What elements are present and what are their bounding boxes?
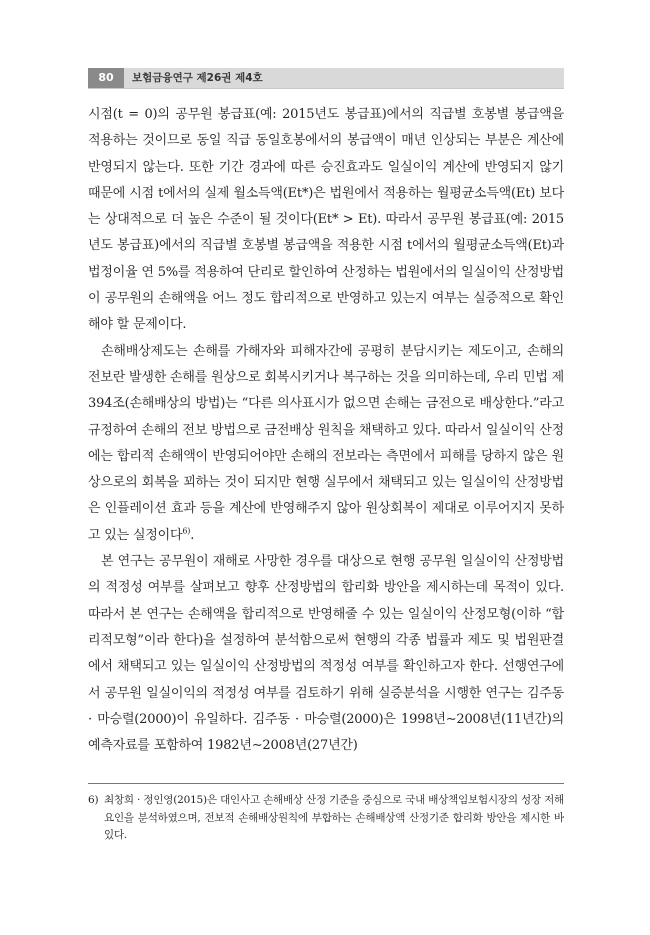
paragraph-2-text: 손해배상제도는 손해를 가해자와 피해자간에 공평히 분담시키는 제도이고, 손해의 전보란 발생한 손해를 원상으로 회복시키거나 복구하는 것을 의미하는데, 우리 민법 제394조(손해배상의 방법)는 “다른 의사표시가 없으면 손해는 금전으로 배상한다.”라고 규정하여 손해의 전보 방법으로 금전배상 원칙을 채택하고 있다. 따라서 일실이익 산정에는 합리적 손해액이 반영되어야만 손해의 전보라는 측면에서 피해를 당하지 않은 원상으로의 회복을 꾀하는 것이 되지만 현행 실무에서 채택되고 있는 일실이익 산정방법은 인플레이션 효과 등을 계산에 반영해주지 않아 원상회복이 제대로 이루어지지 못하고 있는 실정이다 [88, 343, 564, 543]
paragraph-1: 시점(t = 0)의 공무원 봉급표(예: 2015년도 봉급표)에서의 직급별 호봉별 봉급액을 적용하는 것이므로 동일 직급 동일호봉에서의 봉급액이 매년 인상되는 부분은 계산에 반영되지 않는다. 또한 기간 경과에 따른 승진효과도 일실이익 계산에 반영되지 않기 때문에 시점 t에서의 실제 월소득액(Et*)은 법원에서 적용하는 월평균소득액(Et) 보다는 상대적으로 더 높은 수준이 될 것이다(Et* > Et). 따라서 공무원 봉급표(예: 2015년도 봉급표)에서의 직급별 호봉별 봉급액을 적용한 시점 t에서의 월평균소득액(Et)과 법정이율 연 5%를 적용하여 단리로 할인하여 산정하는 법원에서의 일실이익 산정방법이 공무원의 손해액을 어느 정도 합리적으로 반영하고 있는지 여부는 실증적으로 확인해야 할 문제이다. [88, 107, 564, 333]
paragraph-2: 손해배상제도는 손해를 가해자와 피해자간에 공평히 분담시키는 제도이고, 손해의 전보란 발생한 손해를 원상으로 회복시키거나 복구하는 것을 의미하는데, 우리 민법 제394조(손해배상의 방법)는 “다른 의사표시가 없으면 손해는 금전으로 배상한다.”라고 규정하여 손해의 전보 방법으로 금전배상 원칙을 채택하고 있다. 따라서 일실이익 산정에는 합리적 손해액이 반영되어야만 손해의 전보라는 측면에서 피해를 당하지 않은 원상으로의 회복을 꾀하는 것이 되지만 현행 실무에서 채택되고 있는 일실이익 산정방법은 인플레이션 효과 등을 계산에 반영해주지 않아 원상회복이 제대로 이루어지지 못하고 있는 실정이다$^{6)}$. [88, 343, 564, 543]
footnote-divider [88, 783, 564, 784]
body-text [88, 102, 564, 759]
footnote-reference[interactable]: 6) [182, 526, 191, 536]
journal-title: 보험금융연구 제26권 제4호 [132, 72, 263, 84]
footnote [88, 792, 564, 845]
footnote-text: 최창희 · 정인영(2015)은 대인사고 손해배상 산정 기준을 중심으로 국내 배상책임보험시장의 성장 저해요인을 분석하였으며, 전보적 손해배상원칙에 부합하는 손해배상액 산정기준 합리화 방안을 제시한 바 있다. [104, 794, 564, 841]
running-header [88, 68, 564, 89]
footnote-number: 6) [88, 794, 99, 806]
paragraph-3: 본 연구는 공무원이 재해로 사망한 경우를 대상으로 현행 공무원 일실이익 산정방법의 적정성 여부를 살펴보고 향후 산정방법의 합리화 방안을 제시하는데 목적이 있다. 따라서 본 연구는 손해액을 합리적으로 반영해줄 수 있는 일실이익 산정모형(이하 “합리적모형”이라 한다)을 설정하여 분석함으로써 현행의 각종 법률과 제도 및 법원판결에서 채택되고 있는 일실이익 산정방법의 적정성 여부를 확인하고자 한다. 선행연구에서 공무원 일실이익의 적정성 여부를 검토하기 위해 실증분석을 시행한 연구는 김주동 · 마승렬(2000)이 유일하다. 김주동 · 마승렬(2000)은 1998년∼2008년(11년간)의 예측자료를 포함하여 1982년∼2008년(27년간) [88, 554, 564, 754]
page-number: 80 [88, 68, 124, 88]
